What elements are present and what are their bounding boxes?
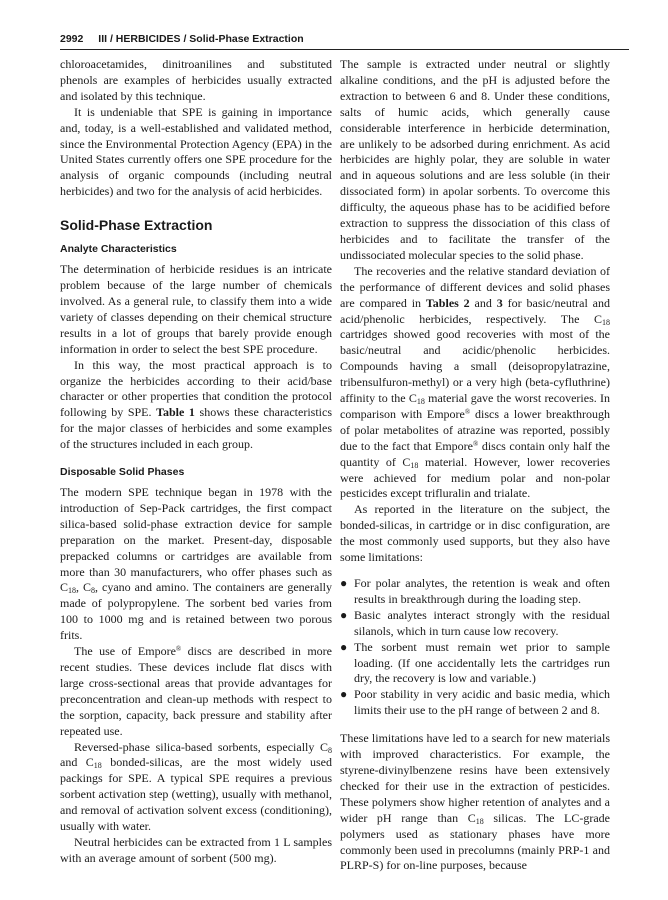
paragraph: chloroacetamides, dinitroanilines and substituted phenols are examples of herbicides usually extracted and isolated by this technique.	[60, 57, 332, 103]
list-item-text: For polar analytes, the retention is weak and often results in breakthrough during the loading step.	[354, 576, 610, 606]
text-span: shows these characteristics for the major classes of herbicides and some examples of the structures included in each group.	[60, 405, 332, 452]
left-column	[60, 57, 332, 867]
header-rule	[60, 49, 629, 50]
list-item	[340, 608, 610, 640]
paragraph: The use of Empore® discs are described in more recent studies. These devices include flat discs with large cross-sectional areas that provide advantages for preconcentration and clean-up methods with respect to the sorption, capacity, back pressure and stability after repeated use.	[60, 644, 332, 738]
subsection-heading: Disposable Solid Phases	[60, 466, 185, 479]
page-number: 2992	[60, 33, 84, 45]
section-heading: Solid-Phase Extraction	[60, 217, 213, 234]
list-item	[340, 640, 610, 688]
text-span: and	[469, 295, 497, 310]
paragraph: The sample is extracted under neutral or slightly alkaline conditions, and the pH is adjusted before the extraction to between 6 and 8. Under these conditions, salts of humic acids, which generally cause considerable interference in herbicide determination, are unlikely to be adsorbed during enrichment. As acid herbicides are highly polar, they are soluble in water and in aqueous solutions and are less soluble (in their dissociated form) in apolar sorbents. To overcome this difficulty, the aqueous phase has to be acidified before extraction to suppress the dissociation of this class of herbicides and to facilitate the transfer of the undissociated molecular species to the solid phase.	[340, 57, 610, 262]
paragraph: As reported in the literature on the subject, the bonded-silicas, in cartridge or in disc configuration, are the most commonly used supports, but they also have some limitations:	[340, 502, 610, 565]
text-span: The recoveries and the relative standard deviation of the performance of different devices and solid phases are compared in	[340, 263, 610, 310]
list-item	[340, 576, 610, 608]
paragraph: Neutral herbicides can be extracted from 1 L samples with an average amount of sorbent (500 mg).	[60, 834, 332, 865]
text-span: In this way, the most practical approach is to organize the herbicides according to their acid/base character or other properties that condition the protocol following by SPE.	[60, 357, 332, 420]
text-span: for basic/neutral and acid/phenolic herbicides, respectively. The $C_{18}$ cartridges showed good recoveries with most of the basic/neutral and acidic/phenolic herbicides. Compounds having a small (deisopropylatrazine, tribensulfuron-methyl) or a very high (beta-cyfluthrine) affinity to the $C_{18}$ material gave the worst recoveries. In comparison with Empore® discs a lower breakthrough of polar metabolites of atrazine was reported, possibly due to the fact that Empore® discs contain only half the quantity of $C_{18}$ material. However, lower recoveries were achieved for medium polar and non-polar pesticides except trifluralin and trialate.	[340, 295, 611, 501]
paragraph: The modern SPE technique began in 1978 with the introduction of Sep-Pack cartridges, the first compact silica-based solid-phase extraction device for sample preparation on the market. Present-day, disposable prepacked columns or cartridges are available from more than 30 manufacturers, who offer phases such as $C_{18}$, $C_8$, cyano and amino. The containers are generally made of polypropylene. The sorbent bed varies from 100 to 1000 mg and is retained between two porous frits.	[60, 485, 332, 643]
table-reference[interactable]: Table 1	[156, 405, 195, 420]
list-item-text: Basic analytes interact strongly with the residual silanols, which in turn cause low recovery.	[354, 607, 610, 638]
running-title: III / HERBICIDES / Solid-Phase Extraction	[98, 33, 304, 45]
table-reference[interactable]: 3	[496, 295, 503, 310]
paragraph: It is undeniable that SPE is gaining in importance and, today, is a well-established and validated method, since the Environmental Protection Agency (EPA) in the United States currently offers one SPE procedure for the analysis of organic compounds (including neutral herbicides) and two for the analysis of acid herbicides.	[60, 104, 332, 199]
running-header	[60, 33, 629, 45]
bullet-icon: ●	[340, 576, 348, 590]
table-reference[interactable]: Tables 2	[425, 295, 470, 310]
list-item-text: Poor stability in very acidic and basic media, which limits their use to the pH range of between 2 and 8.	[354, 687, 610, 718]
bullet-icon: ●	[340, 687, 348, 702]
right-column	[340, 57, 610, 874]
paragraph	[340, 264, 610, 503]
list-item-text: The sorbent must remain wet prior to sample loading. (If one accidentally lets the cartridges run dry, the recovery is low and variable.)	[354, 639, 610, 686]
list-item	[340, 687, 610, 719]
paragraph: These limitations have led to a search for new materials with improved characteristics. For example, the styrene-divinylbenzene resins have been extensively checked for their use in the extraction of pesticides. These polymers show higher retention of analytes and a wider pH range than $C_{18}$ silicas. The LC-grade polymers used as stationary phases have more commonly been used in precolumns (mainly PRP-1 and PLRP-S) for on-line purposes, because	[340, 731, 610, 873]
paragraph	[60, 358, 332, 453]
paragraph: Reversed-phase silica-based sorbents, especially $C_8$ and $C_{18}$ bonded-silicas, are the most widely used packings for SPE. A typical SPE requires a previous sorbent activation step (wetting), usually with methanol, and removal of activation solvent excess (conditioning), usually with water.	[60, 739, 332, 834]
subsection-heading: Analyte Characteristics	[60, 243, 177, 256]
bullet-icon: ●	[340, 639, 348, 654]
limitations-list	[340, 576, 610, 719]
bullet-icon: ●	[340, 607, 348, 622]
paragraph: The determination of herbicide residues is an intricate problem because of the large number of chemicals involved. As a general rule, to classify them into a wide variety of classes depending on their chemical structure results in a lot of groups that barely provide enough information in order to select the best SPE procedure.	[60, 262, 332, 356]
